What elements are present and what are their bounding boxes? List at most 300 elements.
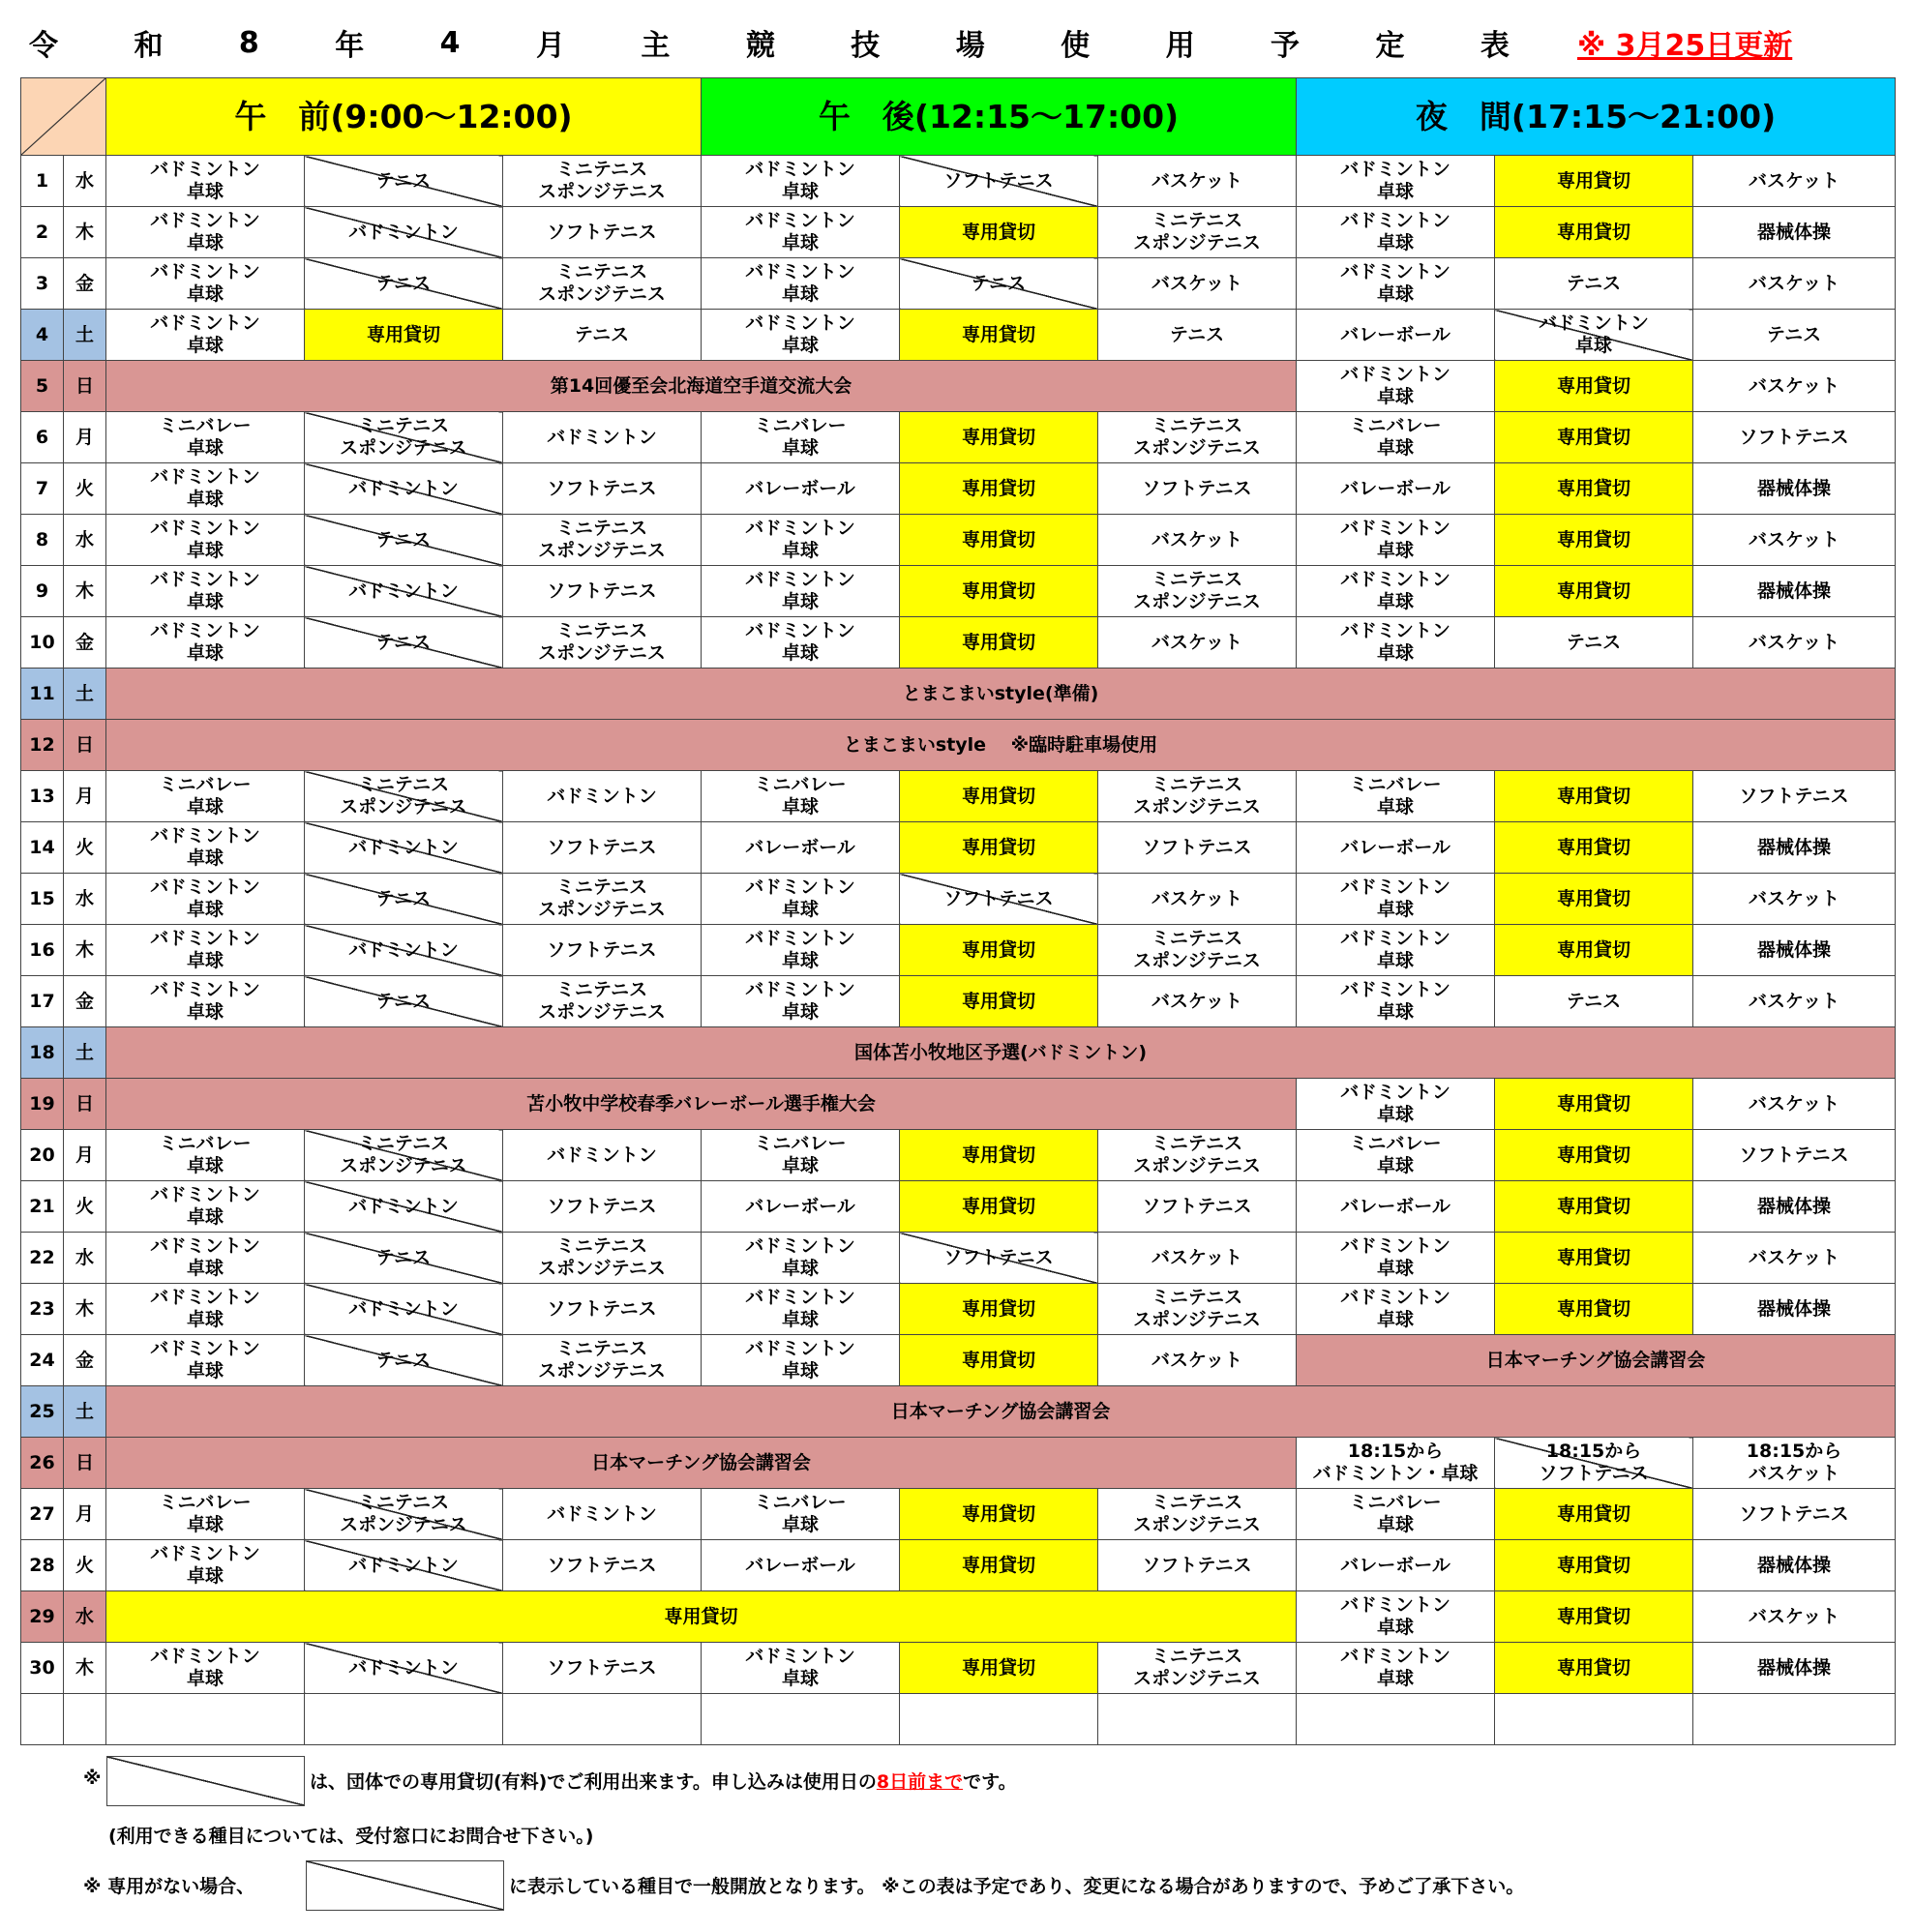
cell-label: ミニテニス スポンジテニス [1133,1492,1261,1535]
reserved-cell [1495,874,1693,925]
reserved-cell [900,463,1098,515]
cell-label: バドミントン 卓球 [1340,1235,1450,1279]
cell-label: テニス [1566,272,1622,294]
cell-label: 専用貸切 [1557,374,1631,397]
reserved-cell [1495,207,1693,258]
slot-cell [503,1335,702,1386]
day-number: 2 [21,207,64,258]
slot-cell [106,1335,305,1386]
slot-cell [1297,771,1495,822]
slot-cell [1693,258,1896,310]
event-cell [106,1386,1896,1438]
open-slot-cell [305,1130,503,1181]
cell-label: ソフトテニス [1142,477,1252,499]
slot-cell [503,258,702,310]
schedule-row [21,412,1896,463]
schedule-row [21,1591,1896,1643]
cell-label: ソフトテニス [1142,836,1252,858]
cell-label: ミニテニス スポンジテニス [1133,1133,1261,1176]
slot-cell [503,976,702,1027]
open-slot-cell [305,925,503,976]
cell-label: バドミントン 卓球 [745,159,855,202]
slot-cell [702,771,900,822]
cell-label: ミニテニス スポンジテニス [1133,928,1261,971]
reserved-cell [1495,412,1693,463]
reserved-cell [900,207,1098,258]
cell-label: バドミントン 卓球 [1340,1594,1450,1638]
slot-cell [503,1540,702,1591]
open-slot-cell [305,1643,503,1694]
cell-label: バドミントン 卓球 [1340,620,1450,664]
slot-cell [1693,976,1896,1027]
cell-label: バドミントン 卓球 [1340,261,1450,305]
cell-label: ミニテニス スポンジテニス [340,1492,467,1535]
cell-label: バドミントン 卓球 [1340,877,1450,920]
slot-cell [702,617,900,669]
schedule-row [21,463,1896,515]
slot-cell [1693,1694,1896,1745]
cell-label: 専用貸切 [1557,169,1631,192]
slot-cell [1098,874,1297,925]
slot-cell [1495,976,1693,1027]
slot-cell [1297,1489,1495,1540]
schedule-row [21,1489,1896,1540]
slot-cell [503,1643,702,1694]
open-slot-cell [305,463,503,515]
header-row [21,78,1896,156]
cell-label: テニス [1766,323,1822,345]
slot-cell [702,1694,900,1745]
cell-label: バスケット [1151,887,1243,909]
slot-cell [1297,156,1495,207]
slot-cell [702,310,900,361]
reserved-cell [900,925,1098,976]
weekday: 月 [64,412,106,463]
cell-label: バドミントン 卓球 [1340,1646,1450,1689]
slot-cell [1098,463,1297,515]
title-char: 主 [641,29,671,63]
cell-label: 専用貸切 [1557,221,1631,243]
header-night: 夜 間(17:15～21:00) [1297,78,1896,156]
cell-label: ミニバレー 卓球 [754,1492,847,1535]
slot-cell [1297,1130,1495,1181]
cell-label: バドミントン 卓球 [745,1646,855,1689]
slot-cell [106,1489,305,1540]
cell-label: バドミントン 卓球 [745,1235,855,1279]
reserved-cell [1495,1079,1693,1130]
weekday: 木 [64,1643,106,1694]
slot-cell [1098,1233,1297,1284]
title-char: 予 [1271,29,1300,63]
slot-cell [1297,1540,1495,1591]
slot-cell [702,258,900,310]
slot-cell [1297,412,1495,463]
cell-label: 器械体操 [1757,221,1832,243]
slot-cell [1098,771,1297,822]
cell-label: バドミントン [547,426,657,448]
day-number: 4 [21,310,64,361]
reserved-cell [900,566,1098,617]
cell-label: バドミントン [348,477,459,499]
cell-label: ソフトテニス [547,477,657,499]
cell-label: バレーボール [745,1554,855,1576]
slot-cell [503,874,702,925]
open-slot-cell [900,156,1098,207]
cell-label: 専用貸切 [961,323,1035,345]
day-number: 23 [21,1284,64,1335]
slot-cell [1098,207,1297,258]
cell-label: バドミントン 卓球 [150,1338,260,1382]
schedule-row [21,207,1896,258]
weekday: 日 [64,720,106,771]
day-number: 24 [21,1335,64,1386]
day-number: 17 [21,976,64,1027]
cell-label: テニス [375,1246,432,1268]
slot-cell [106,207,305,258]
open-slot-cell [305,207,503,258]
cell-label: 専用貸切 [961,938,1035,961]
slot-cell [702,976,900,1027]
reserved-cell [900,617,1098,669]
cell-label: バドミントン 卓球 [150,312,260,356]
cell-label: テニス [375,1349,432,1371]
cell-label: ソフトテニス [1739,426,1849,448]
slot-cell [1693,1284,1896,1335]
slot-cell [1693,874,1896,925]
open-slot-cell [305,566,503,617]
slot-cell [1098,1489,1297,1540]
reserved-cell [1495,463,1693,515]
slot-cell [702,566,900,617]
cell-label: バドミントン 卓球 [745,261,855,305]
cell-label: テニス [375,169,432,192]
cell-label: ミニテニス スポンジテニス [538,159,666,202]
slot-cell [503,156,702,207]
cell-label: ソフトテニス [1142,1195,1252,1217]
cell-label: バレーボール [1340,1554,1450,1576]
weekday: 土 [64,1027,106,1079]
slot-cell [1297,1643,1495,1694]
weekday: 火 [64,1181,106,1233]
cell-label: ミニバレー 卓球 [159,1492,252,1535]
event-cell [106,669,1896,720]
slot-cell [106,1540,305,1591]
slot-cell [1297,822,1495,874]
slot-cell [106,1130,305,1181]
cell-label: ミニバレー 卓球 [159,1133,252,1176]
reserved-cell [900,412,1098,463]
cell-label: とまこまいstyle(準備) [902,682,1099,704]
cell-label: テニス [375,631,432,653]
cell-label: バドミントン 卓球 [1340,210,1450,253]
title-char: 月 [535,29,565,63]
weekday: 水 [64,874,106,925]
slot-cell [1693,822,1896,874]
slot-cell [1098,1694,1297,1745]
title-char: 使 [1061,29,1091,63]
slot-cell [1297,258,1495,310]
slot-cell [1098,310,1297,361]
schedule-row [21,976,1896,1027]
cell-label: バドミントン 卓球 [150,210,260,253]
cell-label: バドミントン 卓球 [1340,928,1450,971]
cell-label: ミニテニス スポンジテニス [538,1338,666,1382]
slot-cell [503,822,702,874]
slot-cell [702,207,900,258]
cell-label: バドミントン 卓球 [745,518,855,561]
cell-label: バスケット [1151,631,1243,653]
cell-label: 国体苫小牧地区予選(バドミントン) [854,1041,1148,1063]
slot-cell [702,1540,900,1591]
weekday: 火 [64,822,106,874]
slot-cell [503,1284,702,1335]
slot-cell [106,1643,305,1694]
cell-label: バドミントン 卓球 [150,979,260,1023]
slot-cell [1098,412,1297,463]
reserved-cell [1495,515,1693,566]
slot-cell [1693,566,1896,617]
cell-label: バドミントン 卓球 [745,877,855,920]
cell-label: テニス [1566,990,1622,1012]
open-slot-cell [305,515,503,566]
title-row [0,17,1914,68]
slot-cell [503,412,702,463]
reserved-cell [1495,1130,1693,1181]
cell-label: 18:15から ソフトテニス [1539,1441,1649,1484]
cell-label: バスケット [1151,1246,1243,1268]
event-cell [106,720,1896,771]
open-slot-cell [305,1233,503,1284]
legend-line3-end: に表示している種目で一般開放となります。 ※この表は予定であり、変更になる場合がありますので、予めご了承下さい。 [509,1876,1525,1897]
cell-label: 専用貸切 [1557,836,1631,858]
legend-line1 [310,1768,1017,1794]
cell-label: バドミントン 卓球 [745,928,855,971]
event-cell [106,1027,1896,1079]
cell-label: バドミントン 卓球 [150,825,260,869]
weekday: 火 [64,463,106,515]
reserved-cell [900,1335,1098,1386]
cell-label: バドミントン 卓球 [1340,364,1450,407]
slot-cell [503,617,702,669]
slot-cell [702,463,900,515]
reserved-cell [1495,1643,1693,1694]
cell-label: バドミントン 卓球 [1340,159,1450,202]
slot-cell [503,1181,702,1233]
reserved-cell [900,771,1098,822]
open-slot-cell [305,1284,503,1335]
cell-label: 専用貸切 [961,1349,1035,1371]
slot-cell [1693,310,1896,361]
slot-cell [1297,361,1495,412]
cell-label: バドミントン 卓球 [150,877,260,920]
slot-cell [106,463,305,515]
legend-line3-start: ※ 専用がない場合、 [83,1876,255,1897]
slot-cell [106,566,305,617]
event-cell [106,361,1297,412]
cell-label: 日本マーチング協会講習会 [591,1451,811,1473]
cell-label: バドミントン [348,1656,459,1679]
cell-label: 専用貸切 [961,1502,1035,1525]
cell-label: ミニテニス スポンジテニス [538,261,666,305]
slot-cell [503,1233,702,1284]
cell-label: 18:15から バドミントン・卓球 [1312,1441,1479,1484]
cell-label: 専用貸切 [961,990,1035,1012]
reserved-cell [900,822,1098,874]
slot-cell [702,1489,900,1540]
schedule-row [21,925,1896,976]
legend-diagonal-sample [106,1756,305,1806]
weekday: 日 [64,361,106,412]
slot-cell [1098,1130,1297,1181]
slot-cell [1297,1284,1495,1335]
cell-label: バドミントン [547,1144,657,1166]
cell-label: ミニバレー 卓球 [1349,774,1442,817]
cell-label: バドミントン [348,221,459,243]
reserved-cell [900,1130,1098,1181]
day-number: 15 [21,874,64,925]
open-slot-cell [305,412,503,463]
day-number [21,1694,64,1745]
cell-label: 専用貸切 [1557,785,1631,807]
schedule-row [21,156,1896,207]
cell-label: バスケット [1749,169,1840,192]
schedule-row [21,874,1896,925]
schedule-row [21,720,1896,771]
slot-cell [1693,515,1896,566]
cell-label: 専用貸切 [1557,1605,1631,1627]
schedule-row [21,515,1896,566]
cell-label: バドミントン [348,580,459,602]
slot-cell [1098,1181,1297,1233]
cell-label: テニス [375,990,432,1012]
open-slot-cell [1495,1438,1693,1489]
slot-cell [702,1284,900,1335]
reserved-cell [1495,156,1693,207]
header-morning: 午 前(9:00～12:00) [106,78,702,156]
reserved-cell [900,1284,1098,1335]
slot-cell [1098,566,1297,617]
reserved-cell [1495,361,1693,412]
slot-cell [1495,1694,1693,1745]
weekday: 水 [64,1233,106,1284]
cell-label: バスケット [1749,631,1840,653]
cell-label: ミニテニス スポンジテニス [340,415,467,459]
legend-mark: ※ [83,1768,102,1789]
schedule-table [20,77,1896,1745]
title-char: 技 [851,29,881,63]
cell-label: ミニテニス スポンジテニス [538,877,666,920]
cell-label: テニス [375,528,432,550]
reserved-cell [1495,1284,1693,1335]
day-number: 6 [21,412,64,463]
reserved-cell [1495,925,1693,976]
cell-label: 苫小牧中学校春季バレーボール選手権大会 [526,1092,876,1115]
weekday: 金 [64,617,106,669]
cell-label: 専用貸切 [1557,1246,1631,1268]
cell-label: バドミントン 卓球 [150,1184,260,1228]
slot-cell [1098,822,1297,874]
slot-cell [1693,1233,1896,1284]
cell-label: 第14回優至会北海道空手道交流大会 [550,374,852,397]
slot-cell [1297,925,1495,976]
legend-line1-text: は、団体での専用貸切(有料)でご利用出来ます。申し込みは使用日の [310,1771,877,1793]
open-slot-cell [305,258,503,310]
cell-label: ソフトテニス [547,1554,657,1576]
cell-label: ソフトテニス [1739,1502,1849,1525]
cell-label: ミニバレー 卓球 [754,1133,847,1176]
weekday: 月 [64,1489,106,1540]
cell-label: 専用貸切 [1557,1502,1631,1525]
cell-label: 専用貸切 [1557,528,1631,550]
day-number: 22 [21,1233,64,1284]
cell-label: 専用貸切 [961,477,1035,499]
reserved-cell [1495,771,1693,822]
cell-label: 専用貸切 [1557,1144,1631,1166]
day-number: 5 [21,361,64,412]
cell-label: ミニテニス スポンジテニス [1133,415,1261,459]
corner-cell [21,78,106,156]
cell-label: 専用貸切 [664,1605,738,1627]
reserved-cell [1495,566,1693,617]
day-number: 28 [21,1540,64,1591]
slot-cell [1693,1438,1896,1489]
day-number: 3 [21,258,64,310]
schedule-row [21,1694,1896,1745]
weekday: 日 [64,1079,106,1130]
cell-label: ミニバレー 卓球 [1349,1492,1442,1535]
cell-label: ソフトテニス [547,221,657,243]
cell-label: 専用貸切 [1557,938,1631,961]
slot-cell [702,822,900,874]
cell-label: テニス [574,323,630,345]
event-cell [106,1438,1297,1489]
day-number: 13 [21,771,64,822]
cell-label: ミニバレー 卓球 [754,774,847,817]
day-number: 9 [21,566,64,617]
slot-cell [106,874,305,925]
cell-label: バスケット [1151,528,1243,550]
slot-cell [1297,1591,1495,1643]
cell-label: ミニテニス スポンジテニス [1133,210,1261,253]
weekday: 木 [64,925,106,976]
open-slot-cell [305,1181,503,1233]
cell-label: バドミントン [348,1195,459,1217]
slot-cell [1098,976,1297,1027]
cell-label: 専用貸切 [1557,477,1631,499]
slot-cell [106,771,305,822]
slot-cell [1693,1181,1896,1233]
slot-cell [1098,1540,1297,1591]
day-number: 18 [21,1027,64,1079]
slot-cell [1693,1130,1896,1181]
slot-cell [702,156,900,207]
slot-cell [1693,617,1896,669]
slot-cell [106,156,305,207]
cell-label: ミニテニス スポンジテニス [1133,774,1261,817]
cell-label: バドミントン 卓球 [745,1287,855,1330]
schedule-row [21,258,1896,310]
cell-label: バドミントン 卓球 [745,210,855,253]
schedule-row [21,361,1896,412]
slot-cell [1693,1591,1896,1643]
reserved-cell [305,310,503,361]
schedule-body [21,156,1896,1745]
weekday: 土 [64,310,106,361]
slot-cell [106,258,305,310]
weekday: 火 [64,1540,106,1591]
cell-label: テニス [1566,631,1622,653]
weekday: 月 [64,771,106,822]
